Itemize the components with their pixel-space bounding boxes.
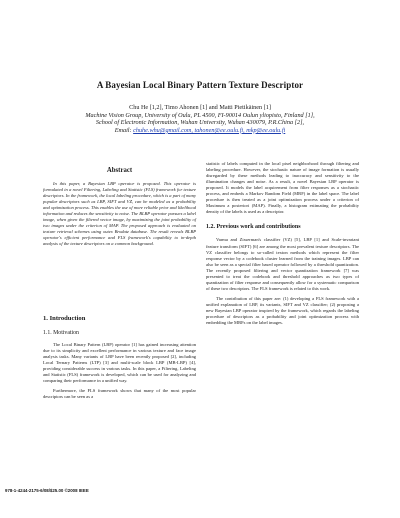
copyright-footer: 978-1-4244-2175-6/08/$25.00 ©2008 IEEE bbox=[5, 488, 89, 493]
previous-work-heading: 1.2. Previous work and contributions bbox=[206, 224, 301, 231]
right-column bbox=[206, 161, 359, 326]
authors-line: Chu He [1,2], Timo Ahonen [1] and Matti Pietikäinen [1] bbox=[129, 104, 271, 111]
intro-paragraph-2: Furthermore, the FLS framework shows that many of the most popular descriptors can be seen as a bbox=[43, 388, 196, 400]
introduction-section bbox=[43, 316, 196, 401]
paper-title: A Bayesian Local Binary Pattern Texture Descriptor bbox=[96, 80, 304, 90]
motivation-heading: 1.1. Motivation bbox=[43, 330, 79, 337]
email-links[interactable]: chuhe.whu@gmail.com, tahonen@ee.oulu.fi, mkp@ee.oulu.fi bbox=[133, 126, 286, 134]
intro-paragraph-1: The Local Binary Pattern (LBP) operator [1] has gained increasing attention due to its simplicity and excellent performance in various texture and face image analysis tasks. Many variants of LBP have been recently proposed [2], including Local Ternary Patterns (LTP) [3] and multi-scale block LBP (MB-LBP) [4], providing considerable success in various tasks. In this paper, a Filtering, Labeling and Statistic (FLS) framework is developed, which can be used for analyzing and comparing their performance in a unified way. bbox=[43, 342, 196, 384]
abstract-heading: Abstract bbox=[106, 167, 133, 174]
right-paragraph-continuation: statistic of labels computed in the local pixel neighborhood through filtering and labeling procedure. However, the stochastic nature of image formation is usually disregarded by these methods leading to inaccuracy and sensitivity to the illumination changes and noise. As a result, a novel Bayesian LBP operator is proposed. It models the label acquirement from filter responses as a stochastic process, and embeds a Markov Random Field (MRF) in the label space. The label procedure is then treated as a joint optimization process under a criterion of Maximum a posteriori (MAP). Finally, a histogram estimating the probability density of the labels is used as a descriptor. bbox=[206, 161, 359, 215]
email-label: Email: bbox=[114, 126, 132, 134]
abstract-text bbox=[43, 181, 196, 248]
abstract-paragraph: In this paper, a Bayesian LBP operator is proposed. This operator is formulated in a novel Filtering, Labeling and Statistic (FLS) framework for texture descriptors. In the framework, the local labeling procedure, which is a part of many popular descriptors such as LBP, SIFT and VZ, can be modeled as a probability and optimization process. This enables the use of more reliable prior and likelihood information and reduces the sensitivity to noise. The BLBP operator pursues a label image, when given the filtered vector image, by maximizing the joint probability of two images under the criterion of MAP. The proposed approach is evaluated on texture retrieval schemes using outex Brodatz database. The result reveals BLBP operator's efficient performance and FLS framework's capability to in-depth analysis of the texture descriptors on a common background. bbox=[43, 181, 196, 247]
introduction-heading: 1. Introduction bbox=[43, 315, 86, 322]
affiliation-1: Machine Vision Group, University of Oulu, PL 4500, FI-90014 Oulun yliopisto, Finland [1], bbox=[85, 111, 315, 119]
author-block bbox=[0, 104, 400, 134]
previous-work-paragraph-2: The contribution of this paper are: (1) developing a FLS framework with a unified explanation of LBP, its variants, SIFT and VZ classifier; (2) proposing a new Bayesian LBP operator inspired by the framework, which regards the labeling procedure of descriptors as a probability and joint optimization process with embedding the MRFs on the label images. bbox=[206, 295, 359, 326]
email-line bbox=[0, 127, 400, 135]
previous-work-paragraph-1: Varma and Zisserman's classifier (VZ) [5], LBP [1] and Scale-invariant feature transform (SIFT) [6] are among the most prevalent texture descriptors. The VZ classifier belongs to so-called texton methods which represent the filter response vector by a codebook cluster learned from the training images. LBP can also be seen as a special filter based operator followed by a threshold quantization. The recently proposed filtering and vector quantization framework [7] was presented to treat the codebook and threshold approaches as two types of quantization of filter response and consequently allow for a systematic comparison of these two descriptors. The FLS framework is related to this work. bbox=[206, 237, 359, 291]
affiliation-2: School of Electronic Information, Wuhan University, Wuhan 430079, P.R.China [2], bbox=[95, 119, 305, 127]
